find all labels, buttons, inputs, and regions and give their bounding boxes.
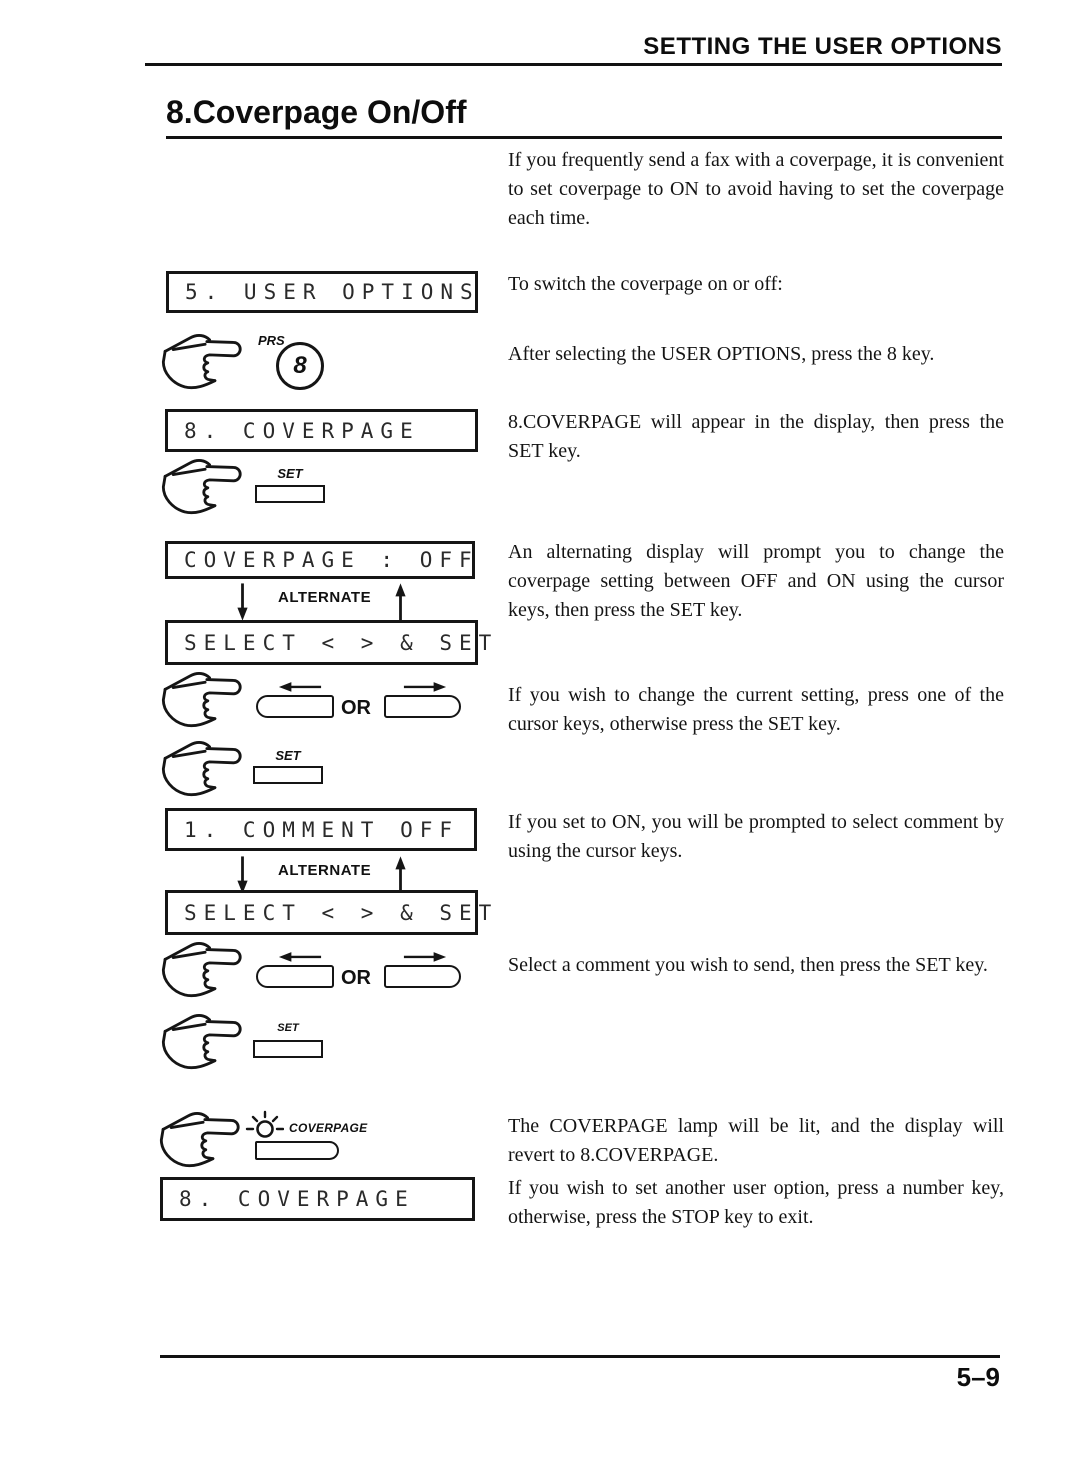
page-number: 5–9 <box>956 1362 1000 1392</box>
lcd-text: 1. COMMENT OFF <box>184 817 460 842</box>
footer-rule <box>160 1355 1000 1358</box>
arrow-up-icon <box>394 855 407 895</box>
pointing-hand-icon <box>158 330 254 394</box>
alternate-label: ALTERNATE <box>278 589 372 606</box>
lcd-display-coverpage-return <box>160 1177 475 1221</box>
set-key-label: SET <box>277 466 303 481</box>
running-header: SETTING THE USER OPTIONS <box>643 33 1002 60</box>
arrow-right-icon <box>402 679 448 693</box>
arrow-left-icon <box>277 679 323 693</box>
paragraph-set-on-comment: If you set to ON, you will be prompted to select comment by using the cursor keys. <box>508 811 1004 862</box>
set-key-label: SET <box>277 1022 299 1034</box>
arrow-down-icon <box>236 855 249 895</box>
paragraph-press-8: After selecting the USER OPTIONS, press the 8 key. <box>508 343 935 365</box>
cursor-left-key <box>256 695 334 718</box>
paragraph-coverpage-appears: 8.COVERPAGE will appear in the display, then press the SET key. <box>508 411 1004 462</box>
lcd-display-coverpage-off <box>165 541 479 579</box>
alternate-label: ALTERNATE <box>278 862 372 879</box>
number-8-key: 8 <box>276 342 324 390</box>
set-key <box>253 766 323 784</box>
lcd-text: SELECT < > & SET <box>184 900 499 925</box>
lcd-text: SELECT < > & SET <box>184 630 499 655</box>
lcd-display-coverpage-menu <box>165 409 478 452</box>
section-title: 8.Coverpage On/Off <box>166 94 467 130</box>
pointing-hand-icon <box>158 668 254 732</box>
paragraph-lamp-lit: The COVERPAGE lamp will be lit, and the display will revert to 8.COVERPAGE. <box>508 1115 1004 1166</box>
or-label: OR <box>341 967 371 989</box>
cursor-left-key <box>256 965 334 988</box>
pointing-hand-icon <box>158 737 254 801</box>
paragraph-another-option: If you wish to set another user option, press a number key, otherwise, press the STOP key to exit. <box>508 1177 1004 1228</box>
lcd-display-user-options <box>166 271 478 313</box>
pointing-hand-icon <box>158 938 254 1002</box>
lcd-text: 8. COVERPAGE <box>184 418 420 443</box>
or-label: OR <box>341 697 371 719</box>
coverpage-lamp-label: COVERPAGE <box>289 1121 368 1135</box>
pointing-hand-icon <box>156 1108 252 1172</box>
set-key <box>255 485 325 503</box>
lcd-text: COVERPAGE : OFF <box>184 548 479 572</box>
lamp-lit-icon <box>244 1110 284 1144</box>
cursor-right-key <box>384 965 461 988</box>
title-rule <box>166 136 1002 139</box>
lcd-display-comment-off <box>165 808 477 851</box>
cursor-right-key <box>384 695 461 718</box>
paragraph-select-comment: Select a comment you wish to send, then press the SET key. <box>508 954 988 976</box>
pointing-hand-icon <box>158 1010 254 1074</box>
arrow-right-icon <box>402 949 448 963</box>
lcd-text: 8. COVERPAGE <box>179 1187 415 1211</box>
coverpage-lamp-key <box>255 1141 339 1160</box>
set-key <box>253 1040 323 1058</box>
arrow-left-icon <box>277 949 323 963</box>
paragraph-intro: If you frequently send a fax with a coverpage, it is convenient to set coverpage to ON to avoid having to set the coverpage each time. <box>508 149 1004 229</box>
pointing-hand-icon <box>158 455 254 519</box>
arrow-up-icon <box>394 582 407 622</box>
lcd-text: 5. USER OPTIONS <box>185 280 480 304</box>
prs-key-label: PRS <box>258 333 285 348</box>
paragraph-switch-prompt: To switch the coverpage on or off: <box>508 273 783 295</box>
arrow-down-icon <box>236 582 249 622</box>
header-rule <box>145 63 1002 66</box>
paragraph-alternating-display: An alternating display will prompt you to change the coverpage setting between OFF and ON using the cursor keys, then press the SET key. <box>508 541 1004 621</box>
set-key-label: SET <box>275 748 301 763</box>
lcd-display-select-set <box>165 890 499 935</box>
lcd-display-select-set <box>165 620 499 665</box>
paragraph-change-setting: If you wish to change the current setting, press one of the cursor keys, otherwise press the SET key. <box>508 684 1004 735</box>
